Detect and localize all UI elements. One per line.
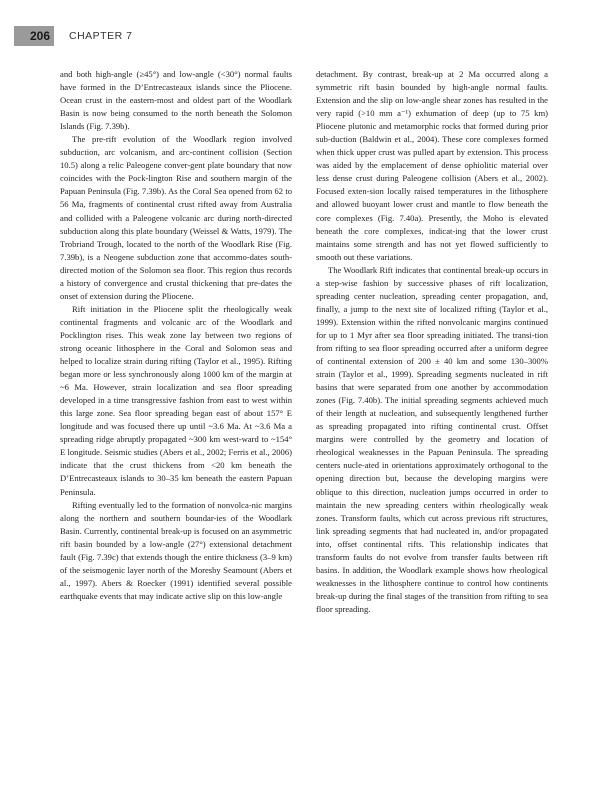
chapter-title: CHAPTER 7	[69, 30, 133, 42]
paragraph: The pre-rift evolution of the Woodlark region involved subduction, arc volcanism, and arc-continent collision (Section 10.5) along a relic Paleogene conver-gent plate boundary that now coincides with the Pock-lington Rise and southern margin of the Papuan Peninsula (Fig. 7.39b). As the Coral Sea opened from 62 to 56 Ma, fragments of continental crust rifted away from Australia and collided with a Paleogene volcanic arc during north-directed subduction along this plate boundary (Weissel & Watts, 1979). The Trobriand Trough, located to the north of the Woodlark Rise (Fig. 7.39b), is a Neogene subduction zone that accommo-dates south-directed motion of the Solomon sea floor. This region thus records a history of convergence and crustal thickening that pre-dates the onset of extension during the Pliocene.	[60, 134, 292, 301]
paragraph: The Woodlark Rift indicates that continental break-up occurs in a step-wise fashion by successive phases of rift localization, spreading center nucleation, spreading center propagation, and, finally, a jump to the next site of localized rifting (Taylor et al., 1999). Extension within the rifted nonvolcanic margins continued for up to 1 Myr after sea floor spreading initiated. The transi-tion from rifting to sea floor spreading occurred after a uniform degree of continental extension of 200 ± 40 km and some 130–300% strain (Taylor et al., 1999). Spreading segments nucleated in rift basins that were separated from one another by accommodation zones (Fig. 7.40b). The initial spreading segments achieved much of their length at nucleation, and subsequently lengthened further as spreading propagated into rifting continental crust. Offset margins were controlled by the geometry and location of rheological weaknesses in the Papuan Peninsula. The spreading centers nucle-ated in orientations approximately orthogonal to the opening direction but, because the developing margins were oblique to this direction, nucleation jumps occurred in order to maintain the new spreading centers within rheologically weak zones. Transform faults, which cut across previous rift structures, link spreading segments that had nucleated in, and/or propagated into, offset continental rifts. This relationship indicates that transform faults do not evolve from transfer faults between rift basins. In addition, the Woodlark example shows how rheological weaknesses in the lithosphere continue to control how continents break-up during the final stages of the transition from rifting to sea floor spreading.	[316, 264, 548, 614]
page-number: 206	[30, 29, 51, 43]
right-column	[316, 68, 548, 616]
left-column	[60, 68, 292, 603]
paragraph: Rifting eventually led to the formation of nonvolca-nic margins along the northern and southern boundar-ies of the Woodlark Basin. Currently, continental break-up is focused on an asymmetric rift basin bounded by a low-angle (27°) extensional detachment fault (Fig. 7.39c) that extends though the entire thickness (3–9 km) of the seismogenic layer north of the Moresby Seamount (Abers et al., 1997). Abers & Roecker (1991) identified several possible earthquake events that may indicate active slip on this low-angle	[60, 499, 292, 601]
page-header	[0, 0, 615, 58]
paragraph: Rift initiation in the Pliocene split the rheologically weak continental fragments and volcanic arc of the Woodlark and Pocklington rises. This weak zone lay between two regions of strong oceanic lithosphere in the Coral and Solomon seas and helped to localize strain during rifting (Taylor et al., 1995). Rifting began more or less synchronously along 1000 km of the margin at ~6 Ma. However, strain localization and sea floor spreading developed in a time transgressive fashion from east to west within this large zone. Sea floor spreading began east of about 157° E longitude and was focused there up until ~3.6 Ma. At ~3.6 Ma a spreading ridge abruptly propagated ~300 km west-ward to ~154° E longitude. Seismic studies (Abers et al., 2002; Ferris et al., 2006) indicate that the crust thickens from <20 km beneath the D’Entrecasteaux islands to 30–35 km beneath the eastern Papuan Peninsula.	[60, 303, 292, 497]
paragraph: and both high-angle (≥45°) and low-angle (<30°) normal faults have formed in the D’Entrecasteaux islands since the Pliocene. Ocean crust in the eastern-most and oldest part of the Woodlark Basin is now being consumed to the north beneath the Solomon Islands (Fig. 7.39b).	[60, 69, 292, 132]
paragraph: detachment. By contrast, break-up at 2 Ma occurred along a symmetric rift basin bounded by high-angle normal faults. Extension and the slip on low-angle shear zones has resulted in the very rapid (>10 mm a⁻¹) exhumation of deep (up to 75 km) Pliocene plutonic and metamorphic rocks that formed during prior sub-duction (Baldwin et al., 2004). These core complexes formed when thick upper crust was pulled apart by extension. This process was aided by the emplacement of dense ophiolitic material over less dense crust during Paleogene collision (Abers et al., 2002). Focused exten-sion locally raised temperatures in the lithosphere and allowed buoyant lower crust and mantle to flow beneath the core complexes (Fig. 7.40a). Presently, the Moho is elevated beneath the core complexes, indicat-ing that the lower crust maintains some strength and has not yet flowed sufficiently to smooth out these variations.	[316, 69, 548, 262]
